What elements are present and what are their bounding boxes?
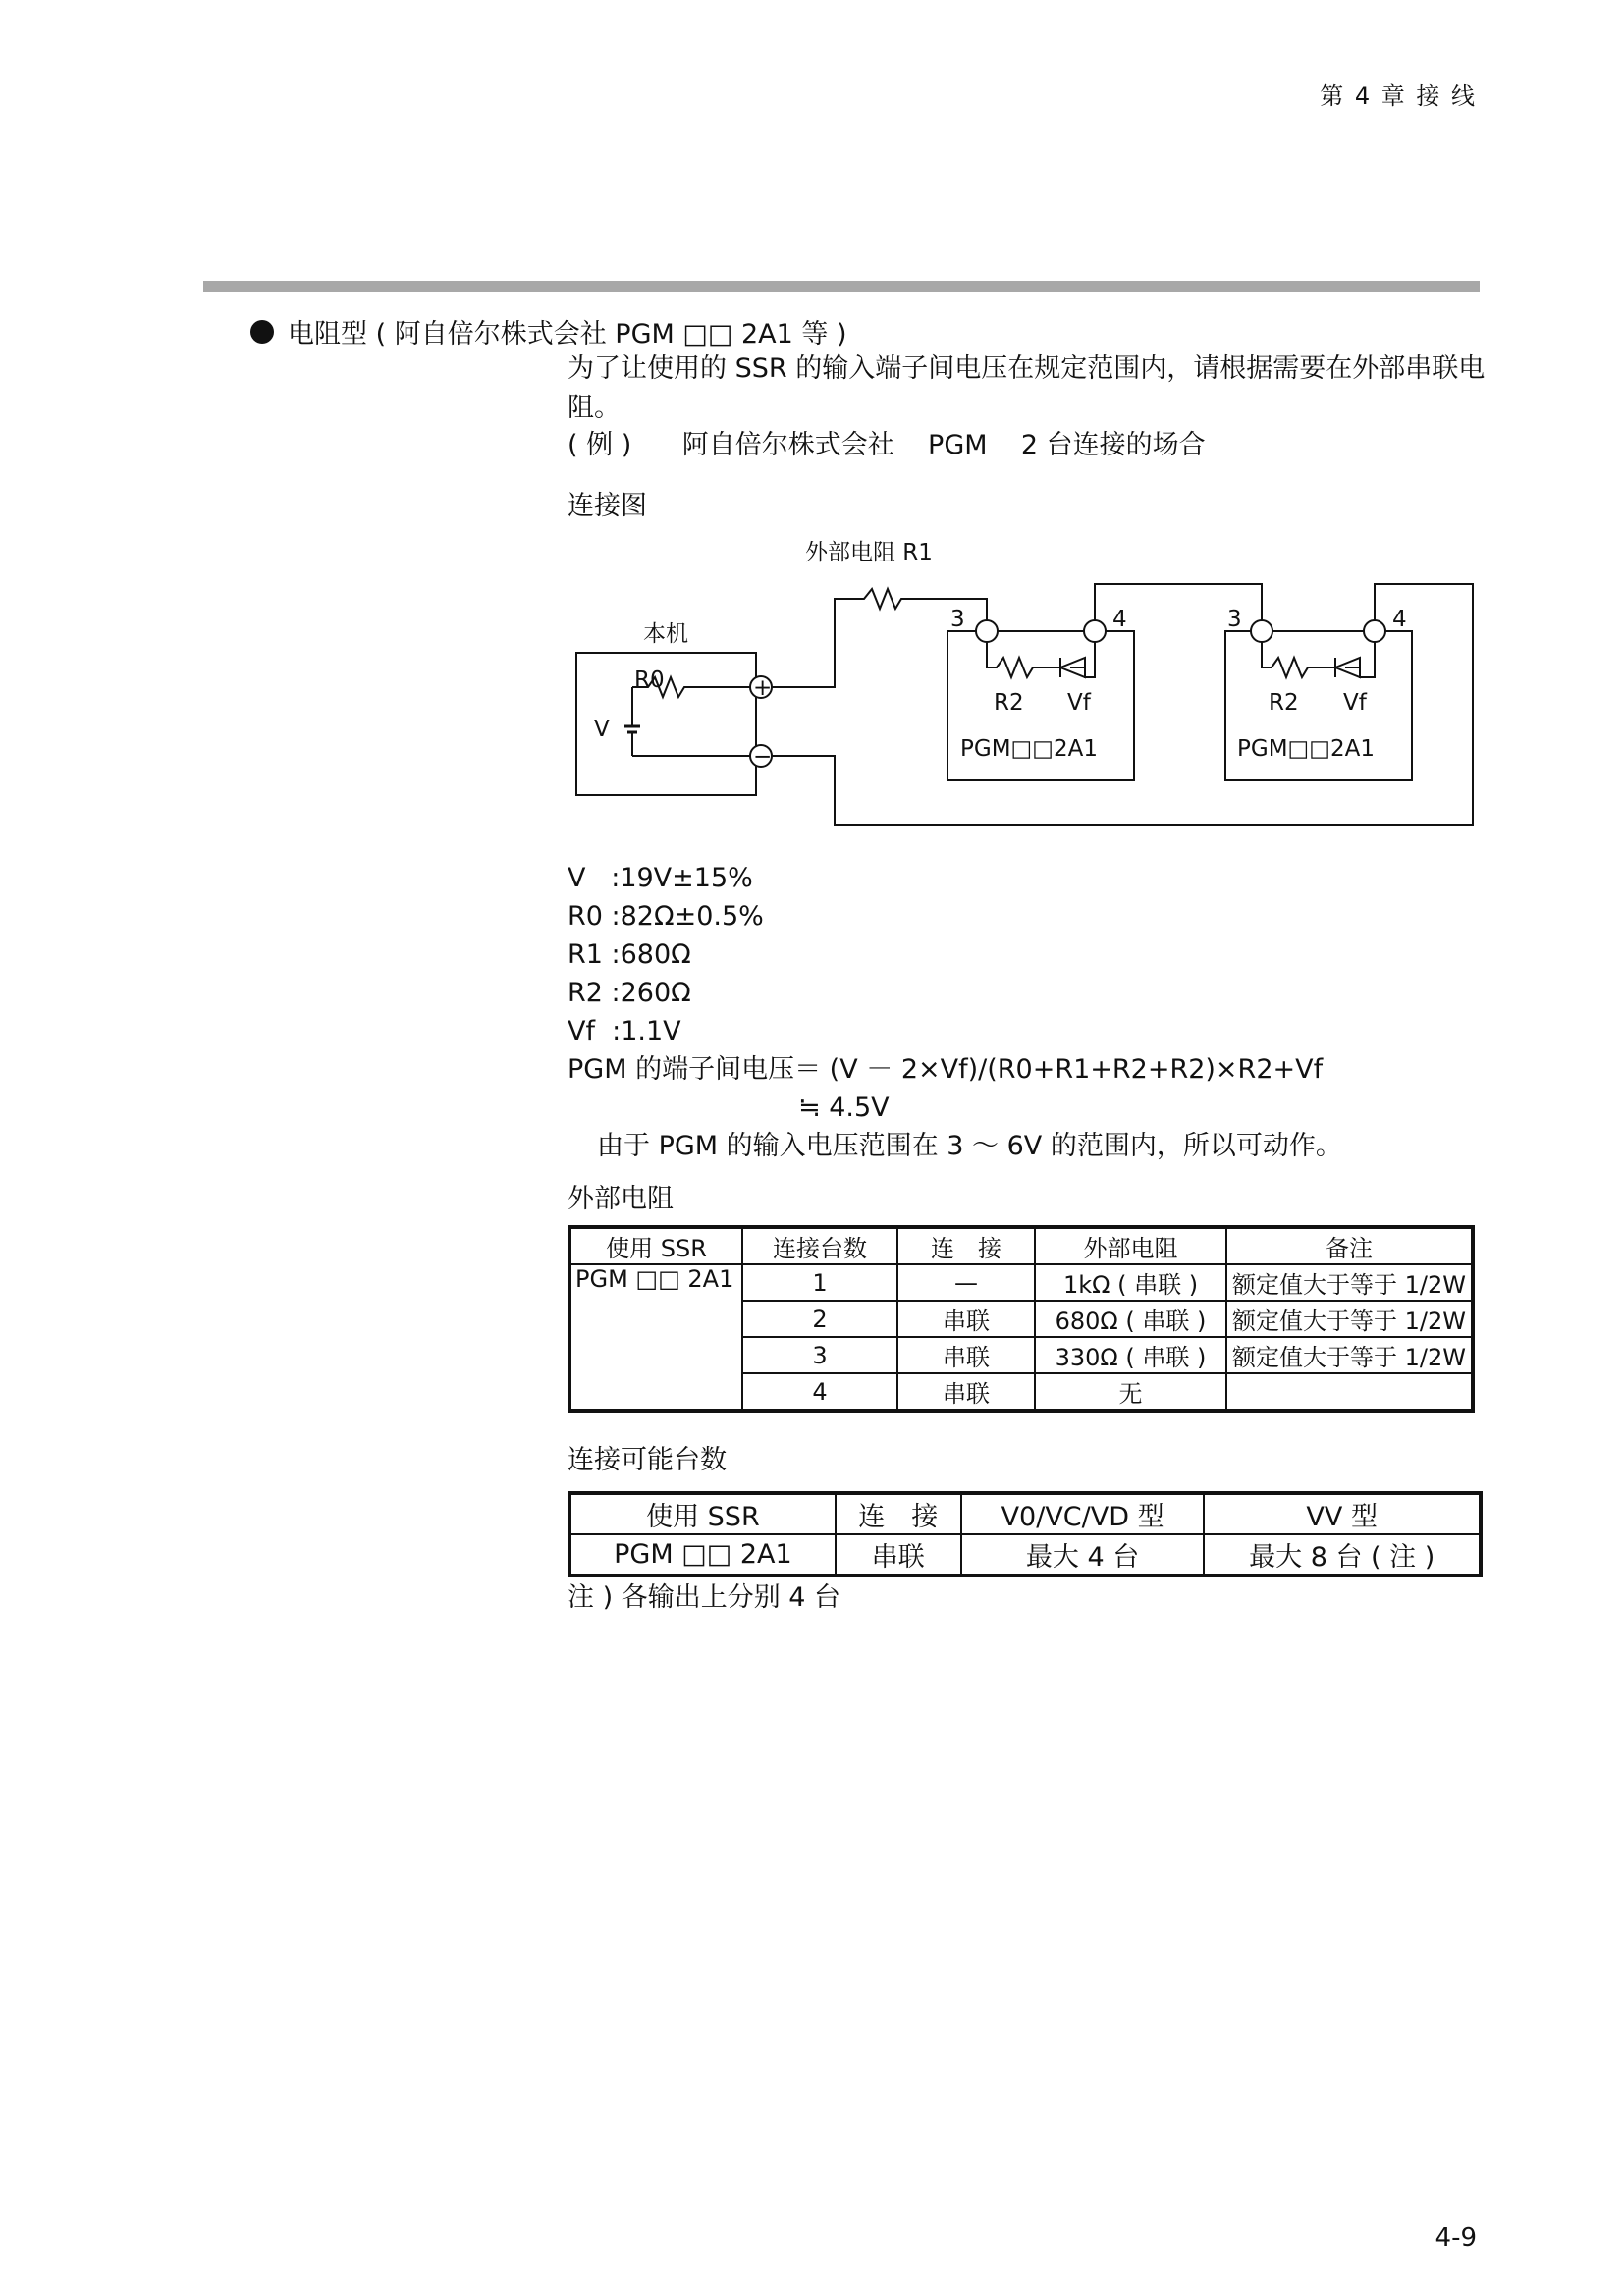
formula-note: 由于 PGM 的输入电压范围在 3 ～ 6V 的范围内，所以可动作。 — [597, 1131, 1342, 1161]
cell: 无 — [1035, 1373, 1226, 1411]
example-text: ( 例 ) 阿自倍尔株式会社 PGM 2 台连接的场合 — [568, 430, 1206, 460]
terminal-4b: 4 — [1392, 607, 1407, 632]
module-a-label: PGM□□2A1 — [960, 736, 1098, 762]
bullet-icon — [250, 320, 274, 344]
cell: 串联 — [897, 1337, 1035, 1373]
col-ssr: 使用 SSR — [569, 1493, 836, 1534]
connectable-count-table — [568, 1491, 1483, 1577]
cell: — — [897, 1264, 1035, 1301]
cell: 330Ω ( 串联 ) — [1035, 1337, 1226, 1373]
cell: 2 — [742, 1301, 897, 1337]
external-resistor-table — [568, 1225, 1475, 1413]
col-count: 连接台数 — [742, 1227, 897, 1264]
col-connection: 连 接 — [897, 1227, 1035, 1264]
terminal-3b: 3 — [1227, 607, 1242, 632]
cell: 额定值大于等于 1/2W — [1226, 1301, 1473, 1337]
diagram-caption: 连接图 — [568, 491, 647, 521]
footnote: 注 ) 各输出上分别 4 台 — [568, 1582, 841, 1613]
vf-label-a: Vf — [1067, 690, 1091, 716]
cell: 1 — [742, 1264, 897, 1301]
r1-resistor — [772, 589, 987, 687]
intro-text: 为了让使用的 SSR 的输入端子间电压在规定范围内，请根据需要在外部串联电阻。 — [568, 353, 1486, 423]
formula-line2: ≒ 4.5V — [798, 1093, 890, 1123]
section-heading — [250, 312, 847, 350]
cell: PGM □□ 2A1 — [569, 1534, 836, 1575]
param-r2: R2 :260Ω — [568, 978, 691, 1008]
col-vv-type: VV 型 — [1204, 1493, 1481, 1534]
col-ssr: 使用 SSR — [569, 1227, 742, 1264]
section-title: 电阻型 ( 阿自倍尔株式会社 PGM □□ 2A1 等 ) — [288, 319, 847, 349]
r2-label-a: R2 — [994, 690, 1024, 716]
r1-label: 外部电阻 R1 — [805, 540, 933, 565]
v-label: V — [594, 717, 610, 742]
vf-label-b: Vf — [1343, 690, 1367, 716]
param-r1: R1 :680Ω — [568, 939, 691, 970]
section-divider — [203, 281, 1480, 292]
cell: 额定值大于等于 1/2W — [1226, 1337, 1473, 1373]
col-resistor: 外部电阻 — [1035, 1227, 1226, 1264]
col-vo-type: V0/VC/VD 型 — [961, 1493, 1205, 1534]
possible-caption: 连接可能台数 — [568, 1445, 727, 1475]
cell: 1kΩ ( 串联 ) — [1035, 1264, 1226, 1301]
unit-label: 本机 — [643, 621, 688, 647]
r0-label: R0 — [634, 667, 665, 693]
minus-sign: − — [753, 744, 773, 770]
cell: 680Ω ( 串联 ) — [1035, 1301, 1226, 1337]
page-number: 4-9 — [1435, 2223, 1477, 2253]
cell: 串联 — [897, 1301, 1035, 1337]
parameter-list — [568, 859, 1342, 1165]
chapter-header: 第 4 章 接 线 — [1320, 82, 1477, 110]
plus-sign: + — [753, 675, 773, 701]
cell: 最大 4 台 — [961, 1534, 1205, 1575]
cell: 额定值大于等于 1/2W — [1226, 1264, 1473, 1301]
param-r0: R0 :82Ω±0.5% — [568, 901, 764, 932]
table-row — [569, 1264, 1473, 1301]
ssr-cell: PGM □□ 2A1 — [569, 1264, 742, 1411]
module-b-label: PGM□□2A1 — [1237, 736, 1375, 762]
cell: 串联 — [836, 1534, 961, 1575]
formula-line1: PGM 的端子间电压＝ (V － 2×Vf)/(R0+R1+R2+R2)×R2+Vf — [568, 1054, 1324, 1085]
connection-diagram — [550, 530, 1492, 844]
param-vf: Vf :1.1V — [568, 1016, 681, 1046]
terminal-3a: 3 — [950, 607, 965, 632]
cell: 最大 8 台 ( 注 ) — [1204, 1534, 1481, 1575]
ext-res-caption: 外部电阻 — [568, 1184, 674, 1214]
cell: 3 — [742, 1337, 897, 1373]
r2-label-b: R2 — [1269, 690, 1299, 716]
cell: 串联 — [897, 1373, 1035, 1411]
cell — [1226, 1373, 1473, 1411]
param-v: V :19V±15% — [568, 863, 753, 893]
table-row — [569, 1534, 1481, 1575]
col-connection: 连 接 — [836, 1493, 961, 1534]
terminal-4a: 4 — [1112, 607, 1127, 632]
col-note: 备注 — [1226, 1227, 1473, 1264]
cell: 4 — [742, 1373, 897, 1411]
